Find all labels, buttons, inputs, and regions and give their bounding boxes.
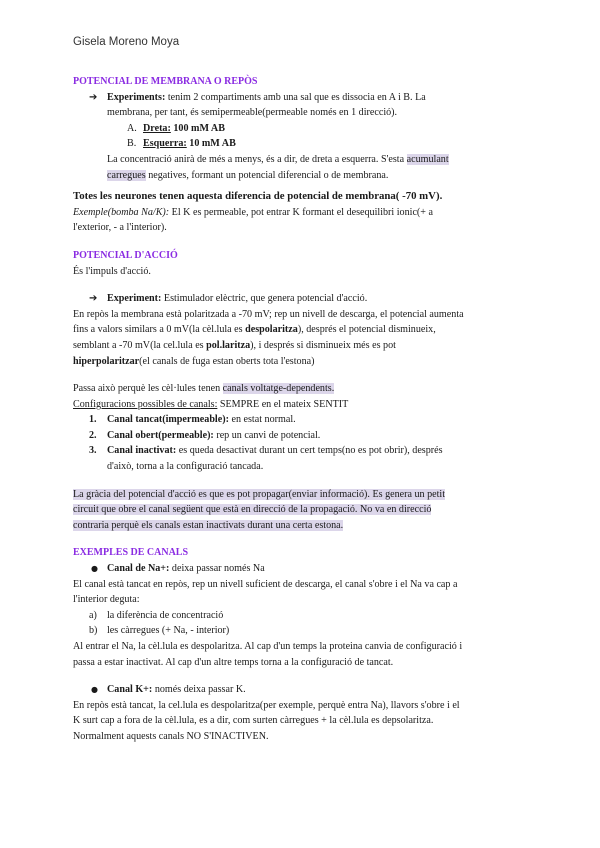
example-na-k <box>73 205 543 221</box>
resting-paragraph-l4 <box>73 354 543 370</box>
list-marker: b) <box>89 625 98 637</box>
text: Passa això perquè les cèl·lules tenen <box>73 383 223 395</box>
text: ), i després si disminueix més es pot <box>250 339 396 351</box>
text: la diferència de concentració <box>107 609 224 621</box>
term-hyperpolarize: hiperpolaritzar <box>73 355 140 367</box>
k-paragraph-l1: En repòs està tancat, la cel.lula es despolaritza(per exemple, perquè entra Na), llavors s'obre i el <box>73 699 460 711</box>
resting-paragraph-l2 <box>73 322 543 338</box>
config-open <box>73 428 543 444</box>
list-marker: 3. <box>89 445 97 457</box>
channel-configurations <box>73 397 543 413</box>
example-text: El K es permeable, pot entrar K formant el desequilibri ionic(+ a <box>169 206 433 218</box>
config-inactivated <box>73 443 543 459</box>
neurons-statement: Totes les neurones tenen aquesta diferencia de potencial de membrana( -70 mV). <box>73 190 443 203</box>
config-closed-label: Canal tancat(impermeable): <box>107 414 229 426</box>
config-inactivated-label: Canal inactivat: <box>107 445 177 457</box>
na-paragraph-l1: El canal està tancat en repòs, rep un nivell suficient de descarga, el canal s'obre i el Na va cap a <box>73 578 458 590</box>
concentration-text <box>73 152 543 168</box>
section-heading-channel-examples: EXEMPLES DE CANALS <box>73 547 189 559</box>
na-inactivation-l1: Al entrar el Na, la cèl.lula es despolaritza. Al cap d'un temps la proteina canvia de configuració i <box>73 641 463 652</box>
config-label: Configuracions possibles de canals: <box>73 398 218 410</box>
term-depolarize: despolaritza <box>245 324 298 336</box>
text: es queda desactivat durant un cert temps(no es pot obrir), després <box>176 445 443 457</box>
list-marker: 2. <box>89 429 97 441</box>
section-heading-resting-potential: POTENCIAL DE MEMBRANA O REPÒS <box>73 76 258 87</box>
propagation-l3 <box>73 518 543 534</box>
text: deixa passar només Na <box>169 563 265 575</box>
concentration-text-b: negatives, formant un potencial diferencial o de membrana. <box>145 169 389 181</box>
experiments-item <box>73 90 543 106</box>
config-inactivated-cont: d'això, torna a la configuració tancada. <box>107 461 264 473</box>
bullet-icon: ● <box>91 685 98 695</box>
resting-paragraph-l1: En repòs la membrana està polaritzada a -70 mV; rep un nivell de descarga, el potencial aumenta <box>73 308 464 320</box>
concentration-text-a: La concentració anirà de més a menys, és a dir, de dreta a esquerra. S'esta <box>107 153 407 165</box>
compartment-left-label: Esquerra: <box>143 138 187 150</box>
term-polarize: pol.laritza <box>206 339 251 351</box>
compartment-right-value: 100 mM AB <box>170 122 225 134</box>
experiment-text: Estimulador elèctric, que genera potencial d'acció. <box>161 293 368 305</box>
highlight: acumulant <box>406 153 449 165</box>
k-paragraph-l2: K surt cap a fora de la cèl.lula, es a dir, com surten càrregues + la cèl.lula es depsolaritza. <box>73 715 434 727</box>
na-paragraph-l2: l'interior deguta: <box>73 594 140 606</box>
na-channel-label: Canal de Na+: <box>107 563 170 575</box>
config-open-label: Canal obert(permeable): <box>107 429 214 441</box>
list-marker: A. <box>127 122 137 134</box>
text: rep un canvi de potencial. <box>213 429 321 441</box>
na-channel-item <box>73 561 543 577</box>
highlight: La gràcia del potencial d'acció es que es pot propagar(enviar informació). Es genera un petit <box>73 488 446 500</box>
highlight: contraria perquè els canals estan inactivats durant una certa estona. <box>73 519 344 531</box>
text: semblant a -70 mV(la cel.lula es <box>73 339 207 351</box>
k-channel-item <box>73 682 543 698</box>
config-text: SEMPRE en el mateix SENTIT <box>217 398 349 410</box>
highlight: carregues <box>107 169 146 181</box>
concentration-text-cont <box>73 168 543 184</box>
highlight: canals voltatge-dependents. <box>222 383 335 395</box>
text: en estat normal. <box>228 414 296 426</box>
reason-charges <box>73 623 543 639</box>
example-label: Exemple(bomba Na/K): <box>73 206 170 218</box>
experiment-item <box>73 291 543 307</box>
config-closed <box>73 412 543 428</box>
action-potential-intro: És l'impuls d'acció. <box>73 265 151 277</box>
experiment-label: Experiment: <box>107 293 162 305</box>
k-channel-label: Canal K+: <box>107 684 153 696</box>
k-paragraph-l3: Normalment aquests canals NO S'INACTIVEN. <box>73 730 269 742</box>
bullet-icon: ● <box>91 564 98 574</box>
propagation-l2 <box>73 502 543 518</box>
text: ), després el potencial disminueix, <box>297 324 436 336</box>
list-marker: B. <box>127 138 137 150</box>
voltage-channels-sentence <box>73 381 543 397</box>
section-heading-action-potential: POTENCIAL D'ACCIÓ <box>73 249 178 261</box>
propagation-l1 <box>73 487 543 503</box>
text: fins a valors similars a 0 mV(la cèl.lula es <box>73 324 246 336</box>
list-marker: a) <box>89 609 97 621</box>
experiments-label: Experiments: <box>107 91 166 103</box>
text: les càrregues (+ Na, - interior) <box>107 625 230 637</box>
compartment-left-value: 10 mM AB <box>186 138 236 150</box>
example-text-cont: l'exterior, - a l'interior). <box>73 222 167 234</box>
highlight: circuit que obre el canal següent que està en direcció de la propagació. No va en direcció <box>73 504 432 516</box>
compartment-left <box>73 136 543 152</box>
document-body <box>73 74 543 745</box>
list-marker: 1. <box>89 414 97 426</box>
resting-paragraph-l3 <box>73 338 543 354</box>
experiments-text: tenim 2 compartiments amb una sal que es dissocia en A i B. La <box>165 91 426 103</box>
reason-concentration <box>73 608 543 624</box>
text: només deixa passar K. <box>152 684 246 696</box>
compartment-right-label: Dreta: <box>143 122 171 134</box>
na-inactivation-l2: passa a estar inactivat. Al cap d'un altre temps torna a la configuració de tancat. <box>73 656 394 668</box>
arrow-icon: ➔ <box>89 293 98 305</box>
arrow-icon: ➔ <box>89 91 98 103</box>
author-name: Gisela Moreno Moya <box>73 36 180 48</box>
compartment-right <box>73 121 543 137</box>
text: (el canals de fuga estan oberts tota l'estona) <box>139 355 315 367</box>
experiments-text-cont: membrana, per tant, és semipermeable(permeable només en 1 direcció). <box>107 107 398 119</box>
